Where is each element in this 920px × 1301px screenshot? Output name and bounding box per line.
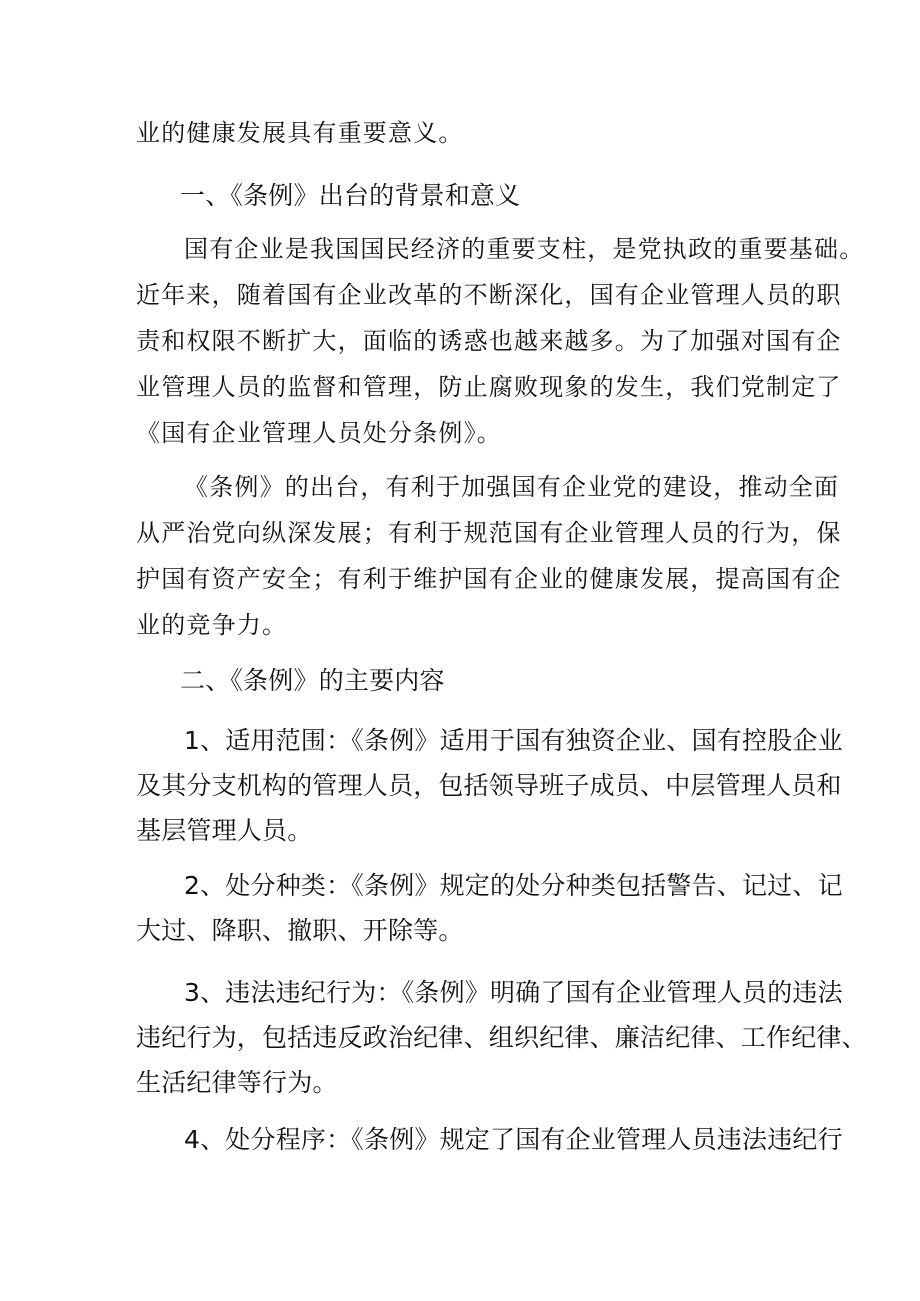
paragraph-line: 《条例》的出台，有利于加强国有企业党的建设，推动全面 [184, 473, 840, 501]
paragraph-line: 近年来，随着国有企业改革的不断深化，国有企业管理人员的职 [136, 281, 842, 309]
paragraph-line: 大过、降职、撤职、开除等。 [136, 916, 464, 945]
section-2-heading: 二、《条例》的主要内容 [180, 666, 445, 695]
paragraph-line: 2、处分种类：《条例》规定的处分种类包括警告、记过、记 [184, 871, 843, 900]
paragraph-line: 业管理人员的监督和管理，防止腐败现象的发生，我们党制定了 [136, 373, 842, 401]
intro-tail-line: 业的健康发展具有重要意义。 [136, 119, 464, 147]
paragraph-line: 生活纪律等行为。 [136, 1068, 338, 1097]
paragraph-line: 违纪行为，包括违反政治纪律、组织纪律、廉洁纪律、工作纪律、 [136, 1023, 867, 1052]
paragraph-line: 1、适用范围：《条例》适用于国有独资企业、国有控股企业 [184, 726, 843, 755]
section-1-heading: 一、《条例》出台的背景和意义 [180, 181, 521, 210]
paragraph-line: 责和权限不断扩大，面临的诱惑也越来越多。为了加强对国有企 [136, 327, 842, 355]
paragraph-line: 国有企业是我国国民经济的重要支柱，是党执政的重要基础。 [184, 235, 865, 263]
paragraph-line: 护国有资产安全；有利于维护国有企业的健康发展，提高国有企 [136, 565, 842, 593]
paragraph-line: 3、违法违纪行为：《条例》明确了国有企业管理人员的违法 [184, 978, 843, 1007]
paragraph-line: 4、处分程序：《条例》规定了国有企业管理人员违法违纪行 [184, 1125, 843, 1154]
paragraph-line: 业的竞争力。 [136, 611, 288, 639]
paragraph-line: 基层管理人员。 [136, 816, 313, 845]
paragraph-line: 《国有企业管理人员处分条例》。 [136, 419, 502, 447]
paragraph-line: 从严治党向纵深发展；有利于规范国有企业管理人员的行为，保 [136, 519, 842, 547]
paragraph-line: 及其分支机构的管理人员，包括领导班子成员、中层管理人员和 [136, 771, 842, 800]
